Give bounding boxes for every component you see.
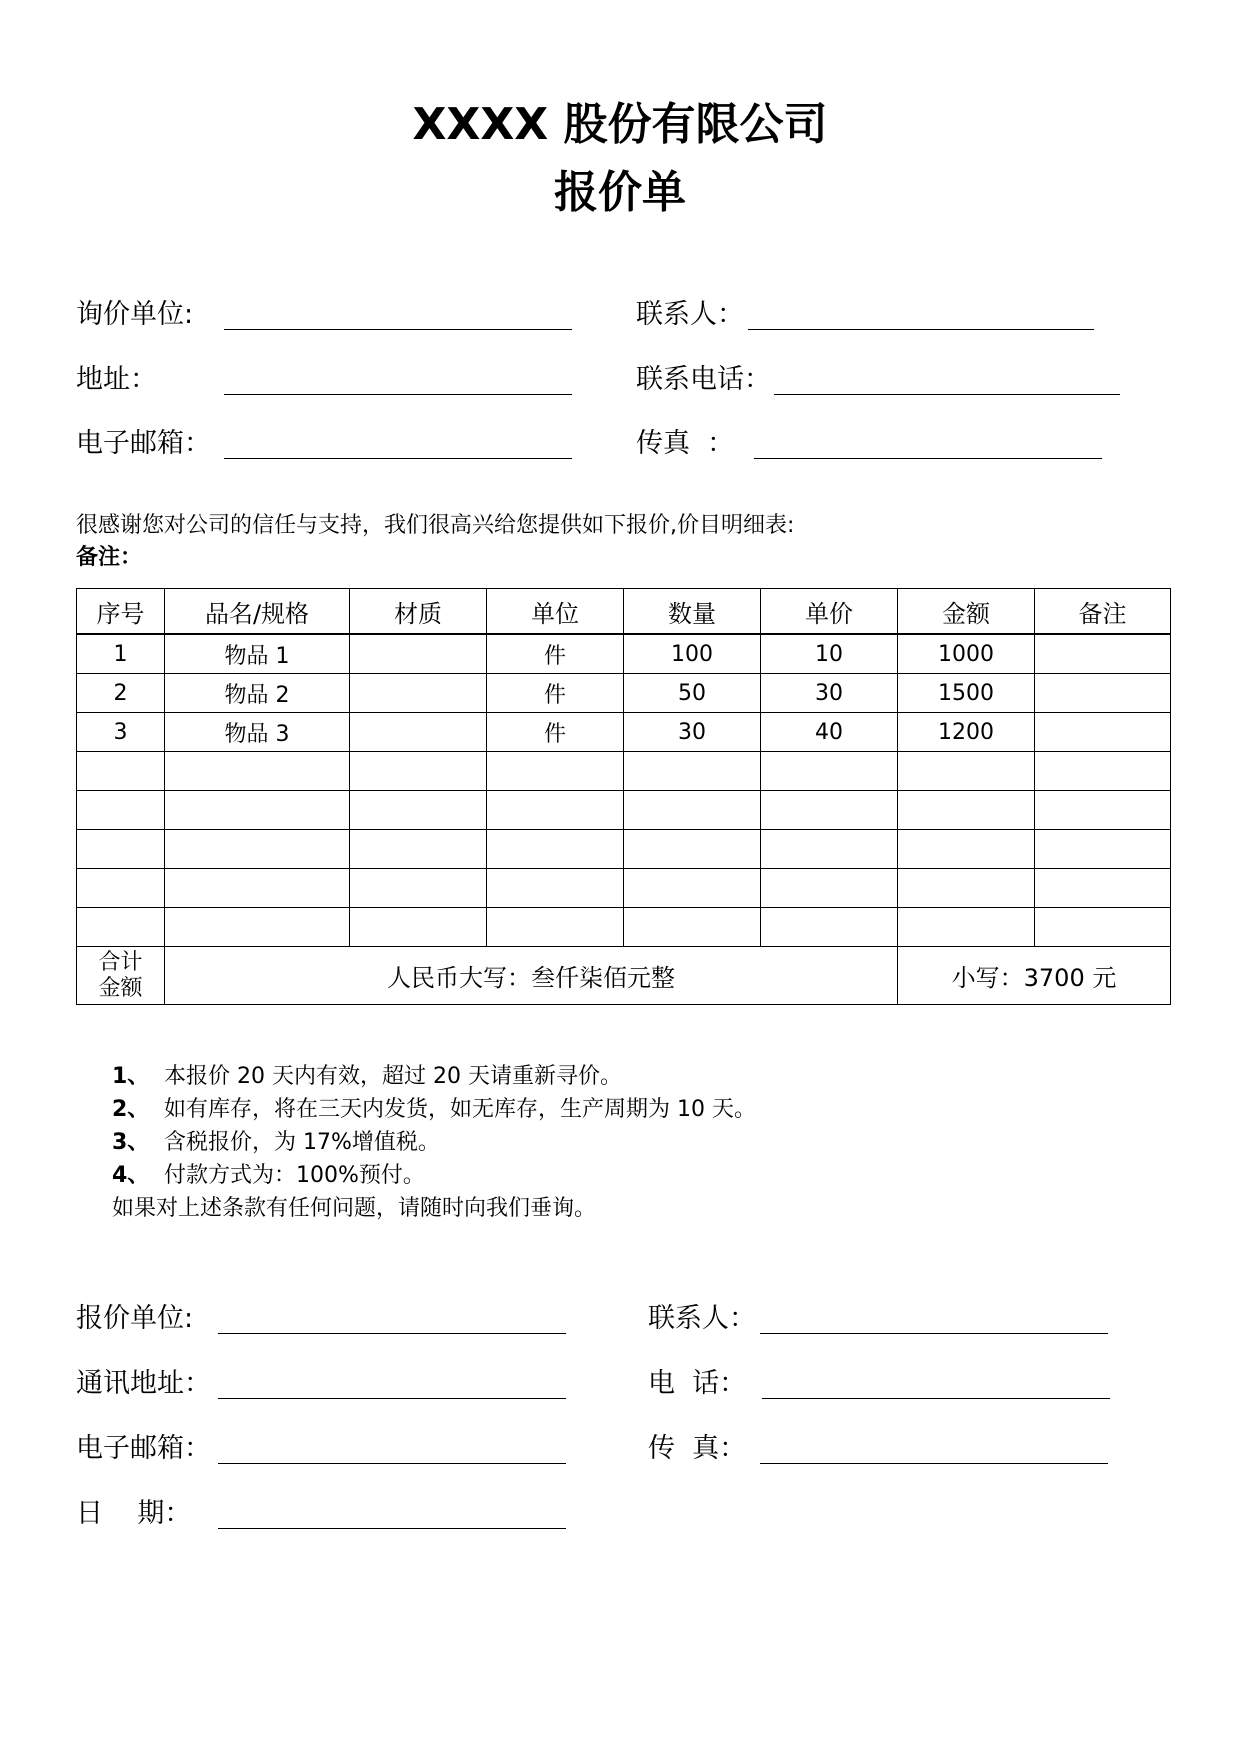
inquiry-phone-field[interactable] bbox=[636, 357, 1126, 397]
cell-quantity[interactable]: 30 bbox=[624, 713, 761, 752]
cell-remark[interactable] bbox=[1035, 713, 1171, 752]
inquiry-unit-field[interactable] bbox=[76, 292, 576, 332]
inquiry-unit-label: 询价单位: bbox=[76, 299, 194, 330]
header-quantity: 数量 bbox=[624, 589, 761, 635]
total-row bbox=[77, 947, 1171, 1005]
table-row bbox=[77, 869, 1171, 908]
cell-unit[interactable] bbox=[487, 752, 624, 791]
cell-name-spec[interactable]: 物品 2 bbox=[165, 674, 350, 713]
cell-name-spec[interactable] bbox=[165, 830, 350, 869]
cell-material[interactable] bbox=[350, 830, 487, 869]
company-title: XXXX 股份有限公司 bbox=[412, 99, 828, 150]
cell-unit-price[interactable]: 40 bbox=[761, 713, 898, 752]
header-name-spec: 品名/规格 bbox=[165, 589, 350, 635]
cell-index[interactable]: 3 bbox=[77, 713, 165, 752]
cell-amount[interactable] bbox=[898, 791, 1035, 830]
inquiry-phone-line[interactable] bbox=[774, 394, 1120, 395]
inquiry-address-line[interactable] bbox=[224, 394, 572, 395]
cell-unit-price[interactable]: 10 bbox=[761, 634, 898, 674]
inquiry-fax-label: 传真 ： bbox=[636, 428, 735, 459]
quoter-phone-line[interactable] bbox=[762, 1398, 1110, 1399]
cell-index[interactable] bbox=[77, 752, 165, 791]
cell-quantity[interactable]: 100 bbox=[624, 634, 761, 674]
quoter-date-field[interactable] bbox=[76, 1491, 576, 1531]
quoter-unit-field[interactable] bbox=[76, 1296, 576, 1336]
term-item bbox=[112, 1060, 756, 1093]
cell-name-spec[interactable] bbox=[165, 869, 350, 908]
inquiry-phone-label: 联系电话： bbox=[636, 364, 771, 395]
inquiry-fax-field[interactable] bbox=[636, 421, 1106, 461]
cell-remark[interactable] bbox=[1035, 869, 1171, 908]
cell-unit[interactable] bbox=[487, 869, 624, 908]
cell-unit[interactable] bbox=[487, 908, 624, 947]
table-row bbox=[77, 713, 1171, 752]
cell-unit-price[interactable] bbox=[761, 908, 898, 947]
note-label: 备注： bbox=[76, 545, 143, 570]
table-row bbox=[77, 791, 1171, 830]
cell-remark[interactable] bbox=[1035, 674, 1171, 713]
header-amount: 金额 bbox=[898, 589, 1035, 635]
quote-table bbox=[76, 588, 1171, 1005]
table-row bbox=[77, 674, 1171, 713]
table-row bbox=[77, 908, 1171, 947]
quoter-email-label: 电子邮箱： bbox=[76, 1433, 211, 1464]
document-title: 报价单 bbox=[554, 167, 686, 218]
quoter-email-field[interactable] bbox=[76, 1426, 576, 1466]
term-item bbox=[112, 1126, 756, 1159]
cell-material[interactable] bbox=[350, 752, 487, 791]
cell-unit-price[interactable] bbox=[761, 869, 898, 908]
term-text: 如有库存，将在三天内发货，如无库存，生产周期为 10 天。 bbox=[164, 1097, 756, 1122]
term-item bbox=[112, 1159, 756, 1192]
cell-unit-price[interactable] bbox=[761, 830, 898, 869]
total-label-cell bbox=[77, 947, 165, 1005]
cell-material[interactable] bbox=[350, 634, 487, 674]
table-row bbox=[77, 634, 1171, 674]
inquiry-email-field[interactable] bbox=[76, 421, 576, 461]
cell-material[interactable] bbox=[350, 713, 487, 752]
cell-index[interactable] bbox=[77, 791, 165, 830]
closing-text: 如果对上述条款有任何问题，请随时向我们垂询。 bbox=[112, 1196, 597, 1221]
cell-material[interactable] bbox=[350, 674, 487, 713]
header-remark: 备注 bbox=[1035, 589, 1171, 635]
terms-list bbox=[112, 1060, 756, 1225]
cell-amount[interactable]: 1200 bbox=[898, 713, 1035, 752]
cell-unit[interactable]: 件 bbox=[487, 634, 624, 674]
cell-remark[interactable] bbox=[1035, 752, 1171, 791]
cell-remark[interactable] bbox=[1035, 830, 1171, 869]
quoter-unit-label: 报价单位: bbox=[76, 1303, 194, 1334]
inquiry-email-label: 电子邮箱： bbox=[76, 428, 211, 459]
quoter-fax-label: 传 真： bbox=[648, 1433, 747, 1464]
cell-index[interactable] bbox=[77, 908, 165, 947]
quoter-address-field[interactable] bbox=[76, 1361, 576, 1401]
quoter-contact-label: 联系人： bbox=[648, 1303, 756, 1334]
total-label-line2: 金额 bbox=[98, 975, 143, 1001]
cell-name-spec[interactable] bbox=[165, 752, 350, 791]
inquiry-unit-line[interactable] bbox=[224, 329, 572, 330]
total-uppercase[interactable]: 人民币大写：叁仟柒佰元整 bbox=[165, 947, 898, 1005]
term-number: 1、 bbox=[112, 1064, 150, 1089]
quoter-phone-label: 电 话： bbox=[648, 1368, 747, 1399]
header-material: 材质 bbox=[350, 589, 487, 635]
cell-unit-price[interactable] bbox=[761, 752, 898, 791]
term-number: 4、 bbox=[112, 1163, 150, 1188]
cell-material[interactable] bbox=[350, 908, 487, 947]
inquiry-contact-field[interactable] bbox=[636, 292, 1096, 332]
cell-quantity[interactable] bbox=[624, 908, 761, 947]
cell-name-spec[interactable] bbox=[165, 908, 350, 947]
inquiry-contact-label: 联系人： bbox=[636, 299, 744, 330]
cell-amount[interactable] bbox=[898, 752, 1035, 791]
header-index: 序号 bbox=[77, 589, 165, 635]
inquiry-contact-line[interactable] bbox=[748, 329, 1094, 330]
quoter-address-label: 通讯地址： bbox=[76, 1368, 211, 1399]
inquiry-address-field[interactable] bbox=[76, 357, 576, 397]
cell-remark[interactable] bbox=[1035, 634, 1171, 674]
quoter-email-line[interactable] bbox=[218, 1463, 566, 1464]
cell-quantity[interactable] bbox=[624, 752, 761, 791]
cell-amount[interactable]: 1500 bbox=[898, 674, 1035, 713]
cell-unit[interactable]: 件 bbox=[487, 674, 624, 713]
cell-unit-price[interactable] bbox=[761, 791, 898, 830]
total-label-line1: 合计 bbox=[98, 949, 143, 975]
table-row bbox=[77, 752, 1171, 791]
cell-amount[interactable] bbox=[898, 869, 1035, 908]
quoter-address-line[interactable] bbox=[218, 1398, 566, 1399]
term-number: 3、 bbox=[112, 1130, 150, 1155]
header-unit-price: 单价 bbox=[761, 589, 898, 635]
term-number: 2、 bbox=[112, 1097, 150, 1122]
inquiry-address-label: 地址： bbox=[76, 364, 157, 395]
total-lowercase[interactable]: 小写：3700 元 bbox=[898, 947, 1171, 1005]
cell-material[interactable] bbox=[350, 869, 487, 908]
quoter-fax-line[interactable] bbox=[760, 1463, 1108, 1464]
term-text: 付款方式为：100%预付。 bbox=[164, 1163, 425, 1188]
quoter-date-line[interactable] bbox=[218, 1528, 566, 1529]
quoter-phone-field[interactable] bbox=[648, 1361, 1118, 1401]
cell-quantity[interactable] bbox=[624, 869, 761, 908]
cell-amount[interactable] bbox=[898, 830, 1035, 869]
inquiry-email-line[interactable] bbox=[224, 458, 572, 459]
quoter-unit-line[interactable] bbox=[218, 1333, 566, 1334]
cell-unit[interactable]: 件 bbox=[487, 713, 624, 752]
cell-name-spec[interactable]: 物品 1 bbox=[165, 634, 350, 674]
quoter-date-label: 日 期： bbox=[76, 1498, 192, 1529]
cell-quantity[interactable]: 50 bbox=[624, 674, 761, 713]
cell-remark[interactable] bbox=[1035, 908, 1171, 947]
cell-quantity[interactable] bbox=[624, 830, 761, 869]
cell-remark[interactable] bbox=[1035, 791, 1171, 830]
intro-text: 很感谢您对公司的信任与支持，我们很高兴给您提供如下报价,价目明细表: bbox=[76, 513, 795, 538]
cell-index[interactable] bbox=[77, 830, 165, 869]
header-unit: 单位 bbox=[487, 589, 624, 635]
cell-amount[interactable]: 1000 bbox=[898, 634, 1035, 674]
cell-name-spec[interactable] bbox=[165, 791, 350, 830]
cell-amount[interactable] bbox=[898, 908, 1035, 947]
cell-name-spec[interactable]: 物品 3 bbox=[165, 713, 350, 752]
cell-index[interactable]: 1 bbox=[77, 634, 165, 674]
table-row bbox=[77, 830, 1171, 869]
table-header-row bbox=[77, 589, 1171, 635]
cell-quantity[interactable] bbox=[624, 791, 761, 830]
cell-index[interactable]: 2 bbox=[77, 674, 165, 713]
term-item bbox=[112, 1093, 756, 1126]
quoter-contact-field[interactable] bbox=[648, 1296, 1118, 1336]
term-text: 含税报价，为 17%增值税。 bbox=[164, 1130, 440, 1155]
quoter-contact-line[interactable] bbox=[760, 1333, 1108, 1334]
cell-unit[interactable] bbox=[487, 791, 624, 830]
cell-material[interactable] bbox=[350, 791, 487, 830]
term-text: 本报价 20 天内有效，超过 20 天请重新寻价。 bbox=[164, 1064, 622, 1089]
cell-unit[interactable] bbox=[487, 830, 624, 869]
cell-unit-price[interactable]: 30 bbox=[761, 674, 898, 713]
cell-index[interactable] bbox=[77, 869, 165, 908]
inquiry-fax-line[interactable] bbox=[754, 458, 1102, 459]
quoter-fax-field[interactable] bbox=[648, 1426, 1118, 1466]
